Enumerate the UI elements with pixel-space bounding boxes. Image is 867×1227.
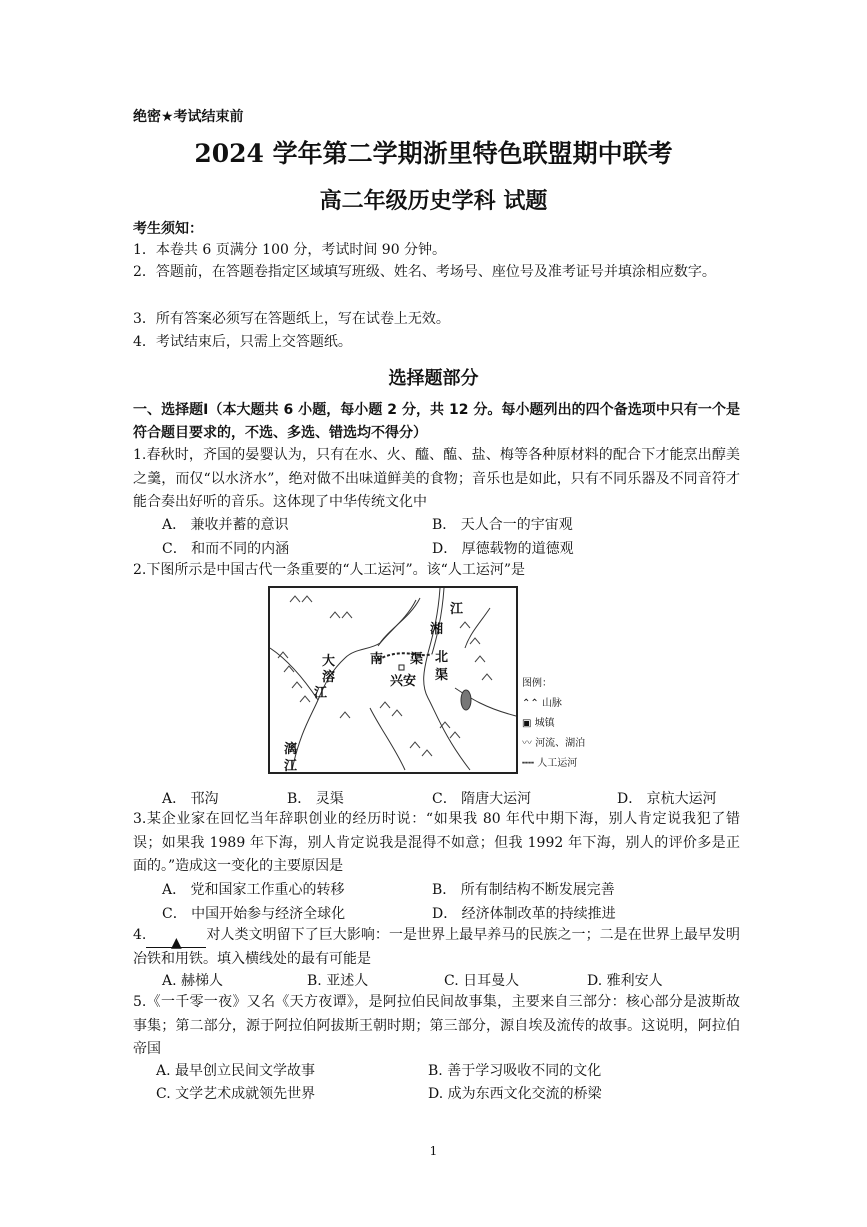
exam-subtitle: 高二年级历史学科 试题 <box>319 188 548 214</box>
legend-town: ▣ 城镇 <box>522 718 555 729</box>
map-label-qu: 渠 <box>410 652 424 667</box>
q1-option-d: D． 厚德载物的道德观 <box>432 541 574 557</box>
legend-mountain: ⌃⌃ 山脉 <box>522 698 562 709</box>
legend-river: 〰 河流、湖泊 <box>522 738 586 749</box>
q3-option-c: C． 中国开始参与经济全球化 <box>162 906 346 922</box>
q3-option-a: A． 党和国家工作重心的转移 <box>162 882 345 898</box>
notice-item: 3．所有答案必须写在答题纸上，写在试卷上无效。 <box>133 311 450 327</box>
legend-canal: ┅┅ 人工运河 <box>522 758 578 769</box>
exam-title: 2024 学年第二学期浙里特色联盟期中联考 <box>194 139 673 168</box>
canal-map <box>268 586 518 774</box>
map-label-bei: 北 <box>435 650 449 665</box>
map-label-qu2: 渠 <box>435 668 449 683</box>
q4-option-c: C. 日耳曼人 <box>444 973 520 989</box>
q4-option-a: A. 赫梯人 <box>162 973 224 989</box>
map-label-jiang: 江 <box>450 602 464 617</box>
q4-blank: ▲ <box>146 932 206 948</box>
map-legend <box>522 674 585 774</box>
legend-title: 图例： <box>522 678 552 689</box>
canal-icon: ┅┅ <box>522 758 538 769</box>
question-5-stem: 5.《一千零一夜》又名《天方夜谭》，是阿拉伯民间故事集，主要来自三部分：核心部分是波斯故事集；第二部分，源于阿拉伯阿拔斯王朝时期；第三部分，源自埃及流传的故事。这说明，阿拉伯帝国 <box>133 994 740 1057</box>
question-2-stem: 2.下图所示是中国古代一条重要的“人工运河”。该“人工运河”是 <box>133 562 525 578</box>
q3-option-b: B． 所有制结构不断发展完善 <box>432 882 615 898</box>
section-title: 选择题部分 <box>388 368 479 389</box>
notice-heading: 考生须知： <box>133 221 203 237</box>
confidential-mark: 绝密★考试结束前 <box>133 109 244 125</box>
q4-number: 4. <box>133 927 147 943</box>
q2-option-b: B． 灵渠 <box>287 791 344 807</box>
page-number: 1 <box>429 1144 438 1158</box>
map-label-rong: 溶 <box>322 670 336 685</box>
map-label-xingan: 兴安 <box>390 674 417 689</box>
q5-option-d: D. 成为东西文化交流的桥梁 <box>428 1086 602 1102</box>
map-label-da: 大 <box>322 654 336 669</box>
q4-stem-rest: 对人类文明留下了巨大影响：一是世界上最早养马的民族之一；二是在世界上最早发明冶铁和用铁。填入横线处的最有可能是 <box>133 927 740 967</box>
question-3-stem: 3.某企业家在回忆当年辞职创业的经历时说：“如果我 80 年代中期下海，别人肯定说我犯了错误；如果我 1989 年下海，别人肯定说我是混得不如意；但我 1992 年下海，别人的评价多是正面的。”造成这一变化的主要原因是 <box>133 811 740 874</box>
q4-option-b: B. 亚述人 <box>307 973 369 989</box>
notice-item: 2．答题前，在答题卷指定区域填写班级、姓名、考场号、座位号及准考证号并填涂相应数字。 <box>133 264 716 280</box>
map-label-nan: 南 <box>370 652 384 667</box>
question-1-stem: 1.春秋时，齐国的晏婴认为，只有在水、火、醯、醢、盐、梅等各种原材料的配合下才能烹出醇美之羹，而仅“以水济水”，绝对做不出味道鲜美的食物；音乐也是如此，只有不同乐器及不同音符才能合奏出好听的音乐。这体现了中华传统文化中 <box>133 447 740 510</box>
town-icon: ▣ <box>522 718 535 729</box>
notice-item: 1．本卷共 6 页满分 100 分，考试时间 90 分钟。 <box>133 242 447 258</box>
notice-item: 4．考试结束后，只需上交答题纸。 <box>133 334 352 350</box>
section-instruction: 一、选择题Ⅰ（本大题共 6 小题，每小题 2 分，共 12 分。每小题列出的四个备选项中只有一个是符合题目要求的，不选、多选、错选均不得分） <box>133 402 740 441</box>
mountain-icon: ⌃⌃ <box>522 698 542 709</box>
q2-option-a: A． 邗沟 <box>162 791 219 807</box>
q2-option-d: D． 京杭大运河 <box>617 791 717 807</box>
q3-option-d: D． 经济体制改革的持续推进 <box>432 906 616 922</box>
canal-path <box>378 653 432 660</box>
river-icon: 〰 <box>522 738 536 749</box>
q5-option-a: A. 最早创立民间文学故事 <box>156 1063 316 1079</box>
q4-option-d: D. 雅利安人 <box>587 973 663 989</box>
map-label-xiang: 湘 <box>430 622 444 637</box>
map-label-li: 漓 <box>284 742 298 757</box>
q1-option-a: A． 兼收并蓄的意识 <box>162 517 289 533</box>
q1-option-c: C． 和而不同的内涵 <box>162 541 290 557</box>
map-label-jiang2: 江 <box>314 686 328 701</box>
q1-option-b: B． 天人合一的宇宙观 <box>432 517 573 533</box>
map-label-li2: 江 <box>284 759 298 774</box>
q2-option-c: C． 隋唐大运河 <box>432 791 532 807</box>
q5-option-b: B. 善于学习吸收不同的文化 <box>428 1063 602 1079</box>
question-4-stem <box>133 924 740 971</box>
q5-option-c: C. 文学艺术成就领先世界 <box>156 1086 316 1102</box>
